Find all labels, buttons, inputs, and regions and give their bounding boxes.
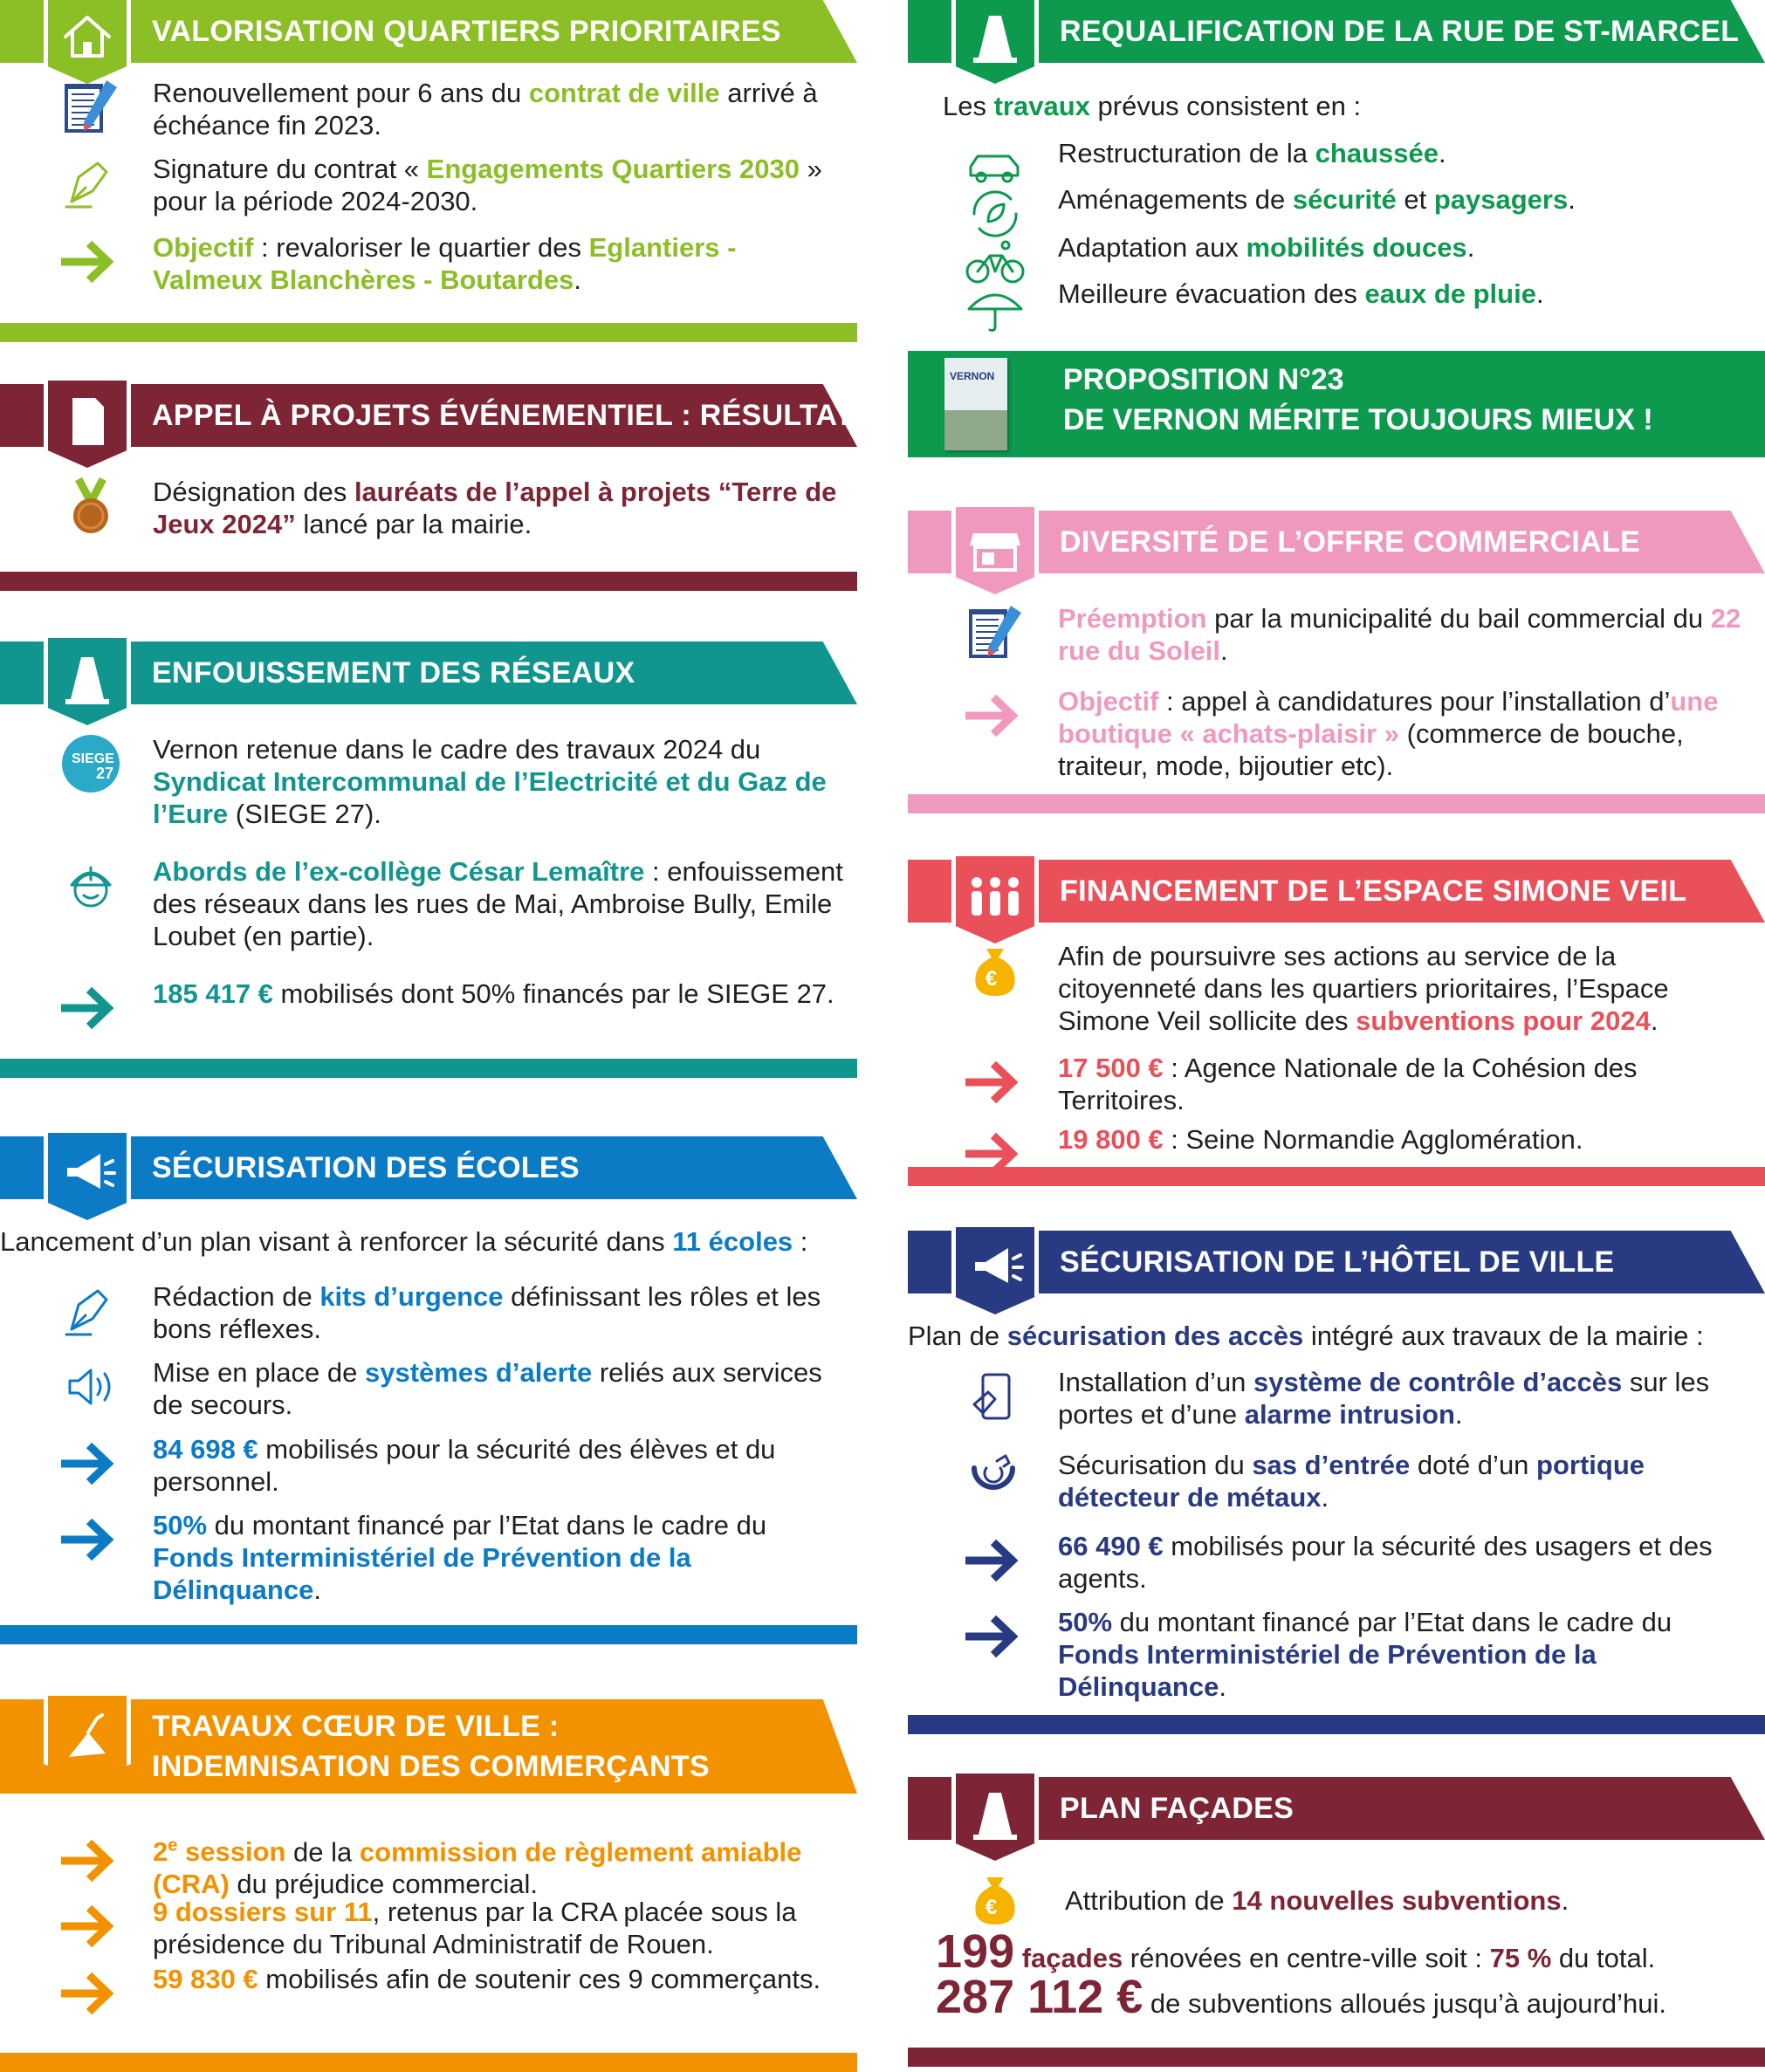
section-title-line: TRAVAUX CŒUR DE VILLE :	[152, 1710, 560, 1743]
section-title: FINANCEMENT DE L’ESPACE SIMONE VEIL	[1060, 874, 1687, 908]
section-header	[908, 1777, 1765, 1840]
proposition-banner	[908, 351, 1765, 457]
arrow-icon	[957, 1052, 1034, 1113]
section-divider	[908, 1167, 1765, 1186]
list-item-text: 66 490 € mobilisés pour la sécurité des usagers et des agents.	[1058, 1531, 1713, 1594]
list-item-text: Adaptation aux mobilités douces.	[1058, 232, 1475, 263]
shop-icon	[951, 507, 1039, 594]
arrow-icon	[52, 1433, 129, 1494]
booklet-icon	[944, 358, 1007, 450]
list-item-text: Afin de poursuivre ses actions au service de la citoyenneté dans les quartiers prioritaires, l’Espace Simone Veil sollicite des subventions pour 2024.	[1058, 941, 1669, 1036]
proposition-line: DE VERNON MÉRITE TOUJOURS MIEUX !	[1063, 403, 1653, 436]
list-item-text: Désignation des lauréats de l’appel à projets “Terre de Jeux 2024” lancé par la mairie.	[153, 477, 837, 539]
booklet-title: VERNON	[950, 370, 995, 382]
section-title: VALORISATION QUARTIERS PRIORITAIRES	[152, 14, 781, 48]
magnet-icon	[957, 1449, 1034, 1510]
arrow-icon	[52, 231, 129, 292]
speaker-icon	[52, 1356, 129, 1417]
list-item-text: Sécurisation du sas d’entrée doté d’un portique détecteur de métaux.	[1058, 1450, 1645, 1513]
notepad-pen-icon	[52, 77, 129, 138]
stat-line: 199 façades rénovées en centre-ville soit : 75 % du total.	[936, 1925, 1656, 1978]
list-item-text: 50% du montant financé par l’Etat dans le cadre du Fonds Interministériel de Prévention de la Délinquance.	[153, 1510, 767, 1605]
section-title: PLAN FAÇADES	[1060, 1791, 1295, 1825]
list-item-text: Préemption par la municipalité du bail commercial du 22 rue du Soleil.	[1058, 603, 1741, 666]
section-divider	[0, 572, 857, 591]
svg-text:SIEGE: SIEGE	[72, 751, 114, 766]
arrow-icon	[52, 978, 129, 1039]
section-header	[0, 1136, 857, 1199]
notepad-pen-icon	[957, 602, 1034, 663]
arrow-icon	[52, 1963, 129, 2024]
svg-text:€: €	[986, 967, 998, 991]
list-item-text: Aménagements de sécurité et paysagers.	[1058, 184, 1576, 215]
list-item-text: Attribution de 14 nouvelles subventions.	[1065, 1885, 1569, 1916]
traffic-cone-icon	[44, 638, 131, 725]
section-header	[908, 0, 1765, 63]
list-item-text: 19 800 € : Seine Normandie Agglomération.	[1058, 1124, 1583, 1155]
section-header	[0, 641, 857, 704]
siege27-logo	[52, 733, 129, 794]
list-item-text: Objectif : appel à candidatures pour l’installation d’une boutique « achats-plaisir » (commerce de bouche, traiteur, mode, bijoutier etc).	[1058, 686, 1719, 781]
section-divider	[908, 1715, 1765, 1734]
section-title	[152, 1699, 710, 1794]
arrow-icon	[52, 1896, 129, 1957]
list-item-text: Meilleure évacuation des eaux de pluie.	[1058, 278, 1544, 309]
arrow-icon	[52, 1509, 129, 1570]
arrow-icon	[52, 1830, 129, 1891]
section-title: APPEL À PROJETS ÉVÉNEMENTIEL : RÉSULTATS	[152, 398, 874, 432]
section-header	[0, 384, 874, 447]
arrow-icon	[957, 685, 1034, 746]
list-item-text: Installation d’un système de contrôle d’accès sur les portes et d’une alarme intrusion.	[1058, 1367, 1710, 1430]
section-divider	[0, 323, 857, 342]
list-item-text: Abords de l’ex-collège César Lemaître : enfouissement des réseaux dans les rues de Mai, Ambroise Bully, Emile Loubet (en partie).	[153, 856, 843, 951]
list-item-text: Restructuration de la chaussée.	[1058, 138, 1446, 168]
arrow-icon	[957, 1530, 1034, 1591]
list-item-text: Renouvellement pour 6 ans du contrat de ville arrivé à échéance fin 2023.	[153, 78, 818, 141]
section-title: DIVERSITÉ DE L’OFFRE COMMERCIALE	[1060, 525, 1641, 559]
fountain-pen-icon	[52, 153, 129, 214]
list-item-text: Vernon retenue dans le cadre des travaux 2024 du Syndicat Intercommunal de l’Electricité et du Gaz de l’Eure (SIEGE 27).	[153, 734, 827, 829]
umbrella-icon	[957, 278, 1034, 339]
list-item-text: 50% du montant financé par l’Etat dans le cadre du Fonds Interministériel de Prévention de la Délinquance.	[1058, 1607, 1672, 1702]
worker-helmet-icon	[52, 855, 129, 916]
people-icon	[951, 856, 1039, 943]
section-title: REQUALIFICATION DE LA RUE DE ST-MARCEL	[1060, 14, 1740, 48]
list-item-text: Signature du contrat « Engagements Quartiers 2030 » pour la période 2024-2030.	[153, 154, 822, 216]
money-bag-icon	[957, 1869, 1034, 1930]
badge-access-icon	[957, 1366, 1034, 1427]
section-title: SÉCURISATION DES ÉCOLES	[152, 1150, 580, 1184]
section-divider	[908, 2048, 1765, 2067]
list-item-text: 84 698 € mobilisés pour la sécurité des élèves et du personnel.	[153, 1434, 776, 1497]
section-intro: Lancement d’un plan visant à renforcer la sécurité dans 11 écoles :	[0, 1226, 808, 1257]
section-header	[0, 1699, 857, 1794]
section-header	[0, 0, 857, 63]
fountain-pen-icon	[52, 1280, 129, 1341]
stat-line: 287 112 € de subventions alloués jusqu’à aujourd’hui.	[936, 1971, 1667, 2023]
list-item-text: Mise en place de systèmes d’alerte reliés aux services de secours.	[153, 1357, 822, 1420]
section-divider	[908, 794, 1765, 813]
section-header	[908, 511, 1765, 573]
medal-icon	[52, 476, 129, 537]
section-divider	[0, 1059, 857, 1078]
money-bag-icon	[957, 940, 1034, 1001]
list-item-text: 185 417 € mobilisés dont 50% financés par le SIEGE 27.	[153, 978, 834, 1009]
section-title-line: INDEMNISATION DES COMMERÇANTS	[152, 1750, 710, 1783]
traffic-cone-icon	[951, 0, 1039, 84]
section-divider	[0, 2053, 857, 2072]
list-item-text: Objectif : revaloriser le quartier des Eglantiers - Valmeux Blanchères - Boutardes.	[153, 232, 737, 295]
section-header	[908, 860, 1765, 923]
section-title: ENFOUISSEMENT DES RÉSEAUX	[152, 655, 635, 690]
document-icon	[44, 381, 131, 468]
section-title: SÉCURISATION DE L’HÔTEL DE VILLE	[1060, 1245, 1615, 1279]
section-intro: Plan de sécurisation des accès intégré aux travaux de la mairie :	[908, 1321, 1704, 1351]
section-header	[908, 1231, 1765, 1293]
list-item-text: 9 dossiers sur 11, retenus par la CRA placée sous la présidence du Tribunal Administratif de Rouen.	[153, 1897, 797, 1959]
megaphone-icon	[44, 1133, 131, 1220]
list-item-text: 59 830 € mobilisés afin de soutenir ces 9 commerçants.	[153, 1964, 821, 1994]
house-icon	[44, 0, 131, 84]
svg-text:27: 27	[96, 765, 114, 782]
traffic-cone-icon	[951, 1774, 1039, 1861]
megaphone-icon	[951, 1227, 1039, 1314]
arrow-icon	[957, 1606, 1034, 1667]
section-divider	[0, 1625, 857, 1644]
section-intro: Les travaux prévus consistent en :	[943, 91, 1362, 121]
list-item-text: 2e session de la commission de règlement amiable (CRA) du préjudice commercial.	[153, 1836, 802, 1900]
svg-text:€: €	[986, 1896, 998, 1919]
proposition-line: PROPOSITION N°23	[1063, 363, 1344, 396]
list-item-text: 17 500 € : Agence Nationale de la Cohésion des Territoires.	[1058, 1053, 1638, 1115]
list-item-text: Rédaction de kits d’urgence définissant les rôles et les bons réflexes.	[153, 1281, 821, 1344]
